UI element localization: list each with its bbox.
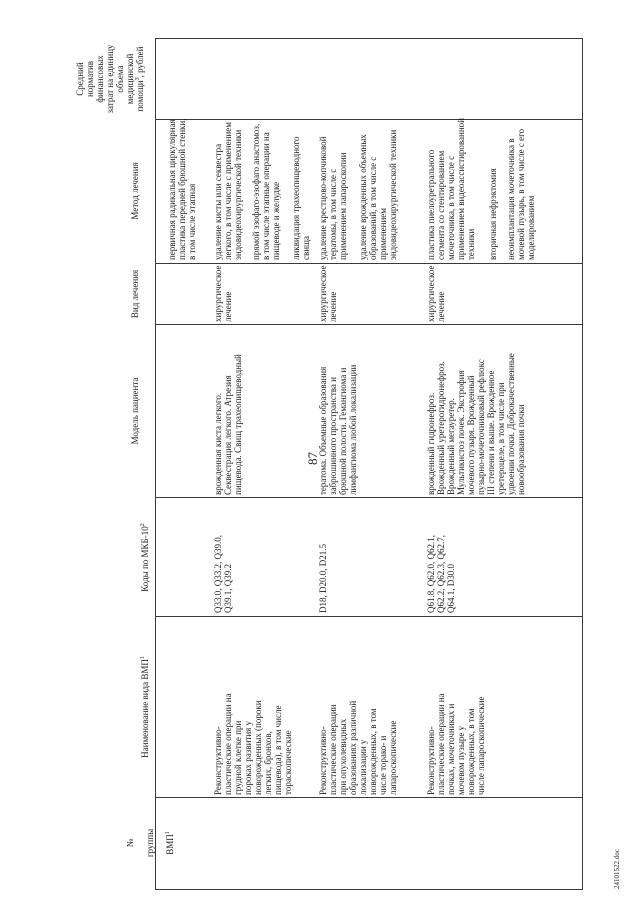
row-3-treatment-type: хирургическое лечение — [426, 265, 446, 322]
row-3-mkb-codes: Q61.8, Q62.0, Q62.1, Q62.2, Q62.3, Q62.7, Q64.1, D30.0 — [426, 535, 456, 613]
row-2-method-1: удаление крестцово-копчиковой тератомы, в том числе с применением лапароскопии — [318, 136, 348, 260]
method-continuation: первичная радикальная циркулярная пластика передней брюшной стенки, в том числе этапная — [167, 118, 197, 260]
header-mkb-codes: Коды по МКБ-$10^2$ — [140, 523, 150, 592]
row-1-method-1: удаление кисты или секвестра легкого, в том числе с применением эндовидеохирургической техники — [213, 122, 243, 260]
header-average-cost: Средний норматив финансовых затрат на единицу объема медицинской помощи$^3$, рублей — [75, 44, 145, 114]
header-treatment-method: Метод лечения — [130, 162, 140, 220]
column-divider — [155, 797, 583, 798]
row-3-patient-model: врожденный гидронефроз. Врожденный уретерогидронефроз. Врожденный мегауретер. Мультикистоз почек. Экстрофия мочевого пузыря. Врожденный пузырно-мочеточниковый рефлюкс III степени и выше. Врожденное уретероцеле, в том числе при удвоении почки. Доброкачественные новообразования почки — [426, 353, 526, 495]
header-treatment-type: Вид лечения — [130, 269, 140, 319]
row-2-vmp-name: Реконструктивно- пластические операции при опухолевидных образованиях различной локализации у новорожденных, в том числе торако- и лапароскопические — [318, 700, 398, 795]
row-2-method-2: удаление врожденных объемных образований, в том числе с применением эндовидеохирургической техники — [358, 129, 398, 260]
header-patient-model: Модель пациента — [130, 377, 140, 445]
row-1-method-3: ликвидация трахеопищеводного свища — [291, 136, 311, 260]
row-2-patient-model: тератома. Объемные образования забрюшинного пространства и брюшной полости. Гемангиома и лимфангиома любой локализации — [318, 364, 358, 495]
row-3-method-1: пластика пиелоуретрального сегмента со стентированием мочеточника, в том числе с применением видеоассистированной техники — [426, 118, 476, 260]
table-right-border — [155, 38, 583, 39]
page-number: 87 — [305, 452, 320, 465]
column-divider — [155, 324, 583, 325]
row-1-vmp-name: Реконструктивно- пластические операции на грудной клетке при пороках развития у новорожденных (пороки легких, бронхов, пищевода), в том числе тораскопические — [213, 693, 293, 795]
row-1-method-2: прямой эзофаго-эзофаго анастомоз, в том числе этапные операции на пищеводе и желудке — [251, 123, 281, 260]
table-left-border — [155, 889, 583, 890]
column-divider — [155, 119, 583, 120]
row-1-treatment-type: хирургическое лечение — [213, 265, 233, 322]
column-divider — [155, 263, 583, 264]
row-2-mkb-codes: D18, D20.0, D21.5 — [318, 544, 328, 613]
document-filename: 24101522.doc — [613, 849, 621, 889]
row-2-treatment-type: хирургическое лечение — [318, 265, 338, 322]
column-divider — [155, 497, 583, 498]
header-group-number: № группы ВМП$^1$ — [125, 828, 175, 858]
row-3-method-3: неоимплантация мочеточника в мочевой пузырь, в том числе с его моделированием — [506, 128, 536, 260]
header-vmp-name: Наименование вида ВМП$^1$ — [140, 656, 150, 758]
header-bottom-border — [582, 39, 583, 890]
column-divider — [155, 616, 583, 617]
row-3-method-2: вторичная нефрэктомия — [488, 168, 498, 260]
row-1-patient-model: врожденная киста легкого. Секвестрация легкого. Атрезия пищевода. Свищ трахеопищеводный — [213, 354, 243, 495]
row-3-vmp-name: Реконструктивно- пластические операции на почках, мочеточниках и мочевом пузыре у новорожденных, в том числе лапароскопические — [426, 693, 486, 795]
table-top-border — [155, 39, 156, 890]
row-1-mkb-codes: Q33.0, Q33.2, Q39.0, Q39.1, Q39.2 — [213, 535, 233, 613]
